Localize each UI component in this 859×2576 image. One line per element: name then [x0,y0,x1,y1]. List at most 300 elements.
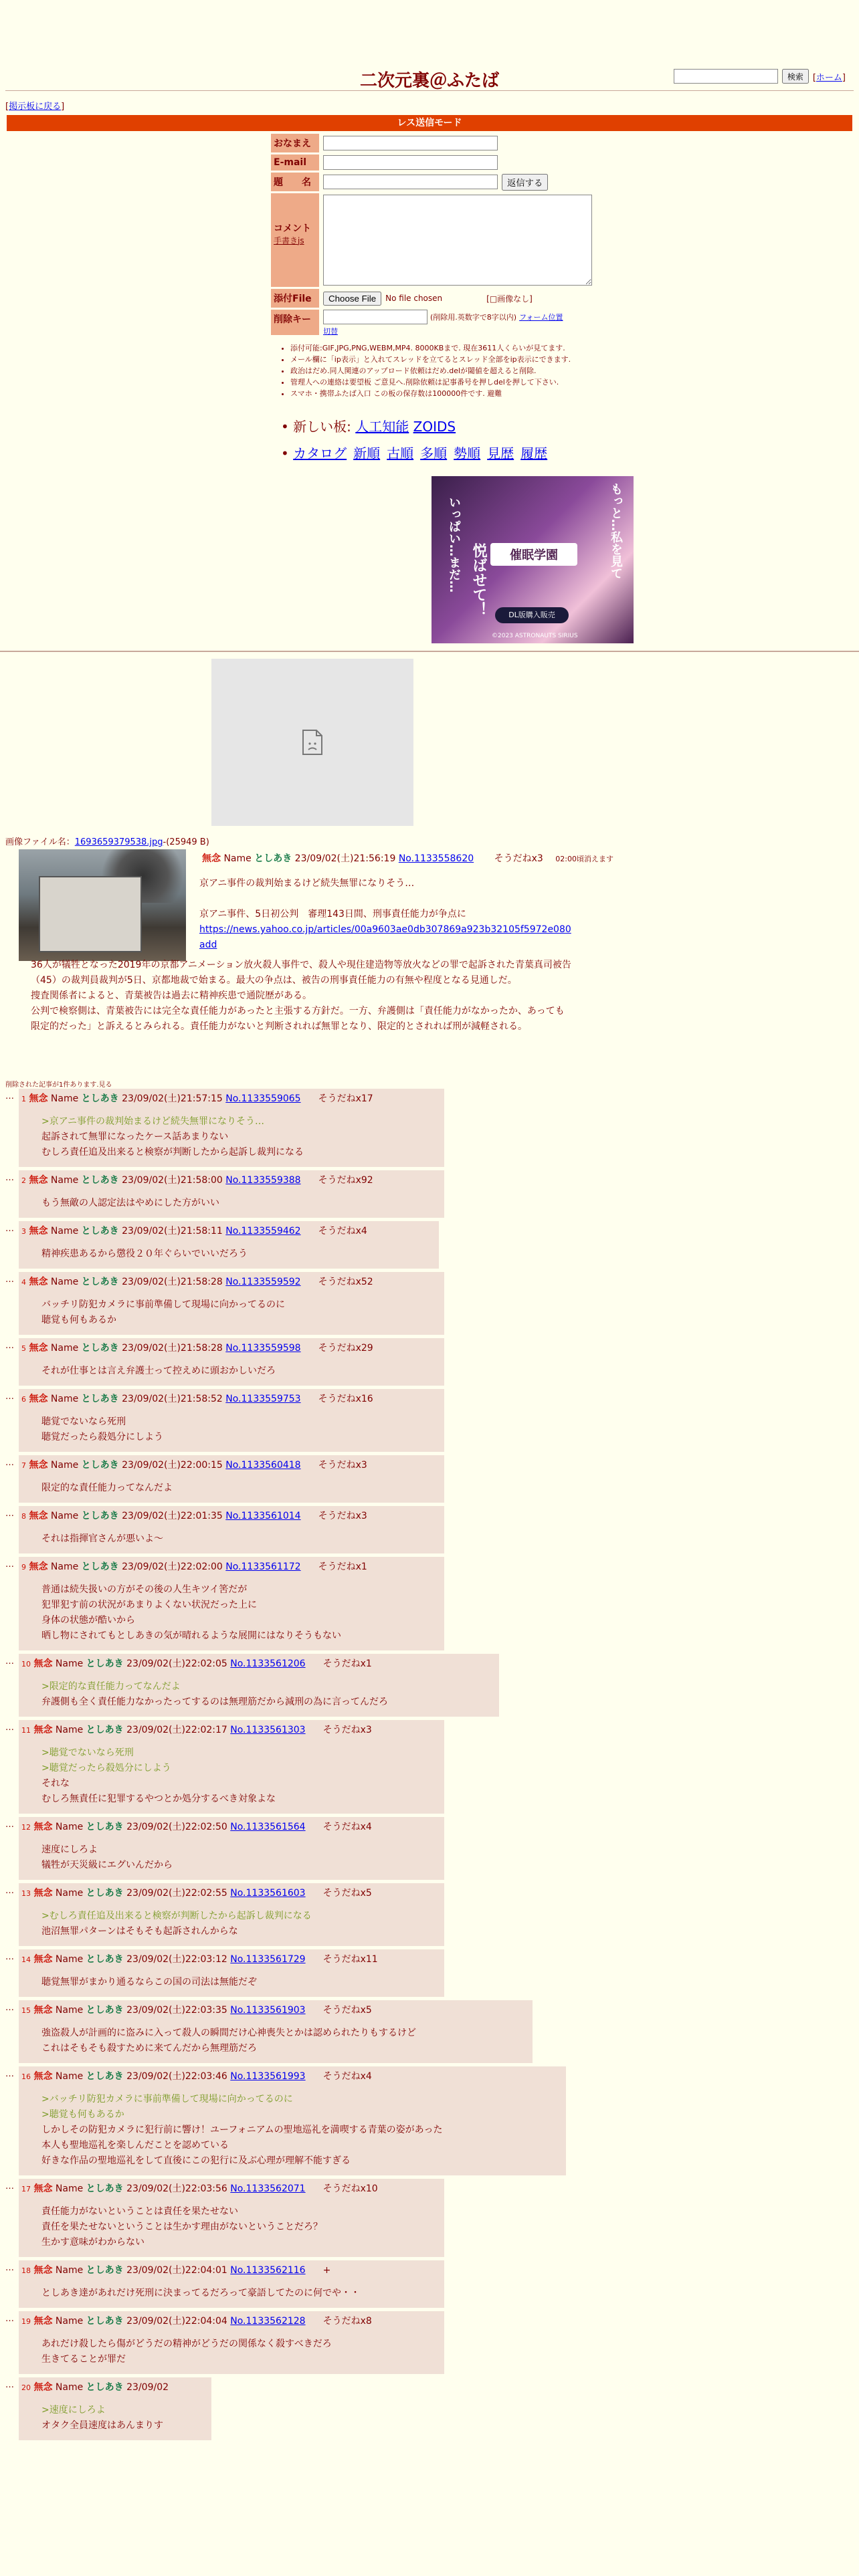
sodane-button[interactable]: そうだねx5 [322,1888,372,1899]
file-size: -(25949 B) [163,837,209,847]
reply-subject: 無念 [33,1822,53,1832]
reply-dots: … [5,1509,14,1519]
divider [5,90,854,91]
choose-file-button[interactable]: Choose File [323,292,381,306]
reply-row [5,1089,566,1167]
reply-box [19,2066,566,2175]
reply-dots: … [5,2263,14,2273]
quote-line: >聴覚だったら殺処分にしよう [41,1763,171,1774]
reply-box [19,1089,444,1167]
search-button[interactable]: 検索 [782,69,809,84]
reply-subject: 無念 [29,1226,48,1237]
reply-index: 11 [21,1726,31,1735]
home-link[interactable]: ホーム [816,72,842,83]
reply-subject: 無念 [29,1277,48,1287]
reply-name-label: Name [50,1226,79,1237]
reply-subject: 無念 [29,1093,48,1104]
reply-index: 17 [21,2185,31,2193]
reply-number-link[interactable]: No.1133561172 [225,1562,301,1572]
reply-number-link[interactable]: No.1133559388 [225,1175,301,1186]
reply-number-link[interactable]: No.1133561564 [230,1822,306,1832]
reply-line: 起訴されて無罪になったケース話あまりない [41,1132,229,1142]
reply-name: としあき [86,2265,124,2276]
name-label: おなまえ [271,134,319,152]
reply-date: 23/09/02 [126,2382,169,2393]
reply-box [19,1272,444,1335]
reply-name: としあき [81,1277,119,1287]
reply-index: 13 [21,1889,31,1898]
sodane-button[interactable]: そうだねx16 [318,1394,373,1404]
no-image-checkbox[interactable]: [□画像なし] [486,294,533,304]
reply-name-label: Name [50,1460,79,1471]
reply-body [21,1481,435,1496]
reply-number-link[interactable]: No.1133561303 [230,1725,306,1735]
reply-body [21,1114,435,1160]
reply-index: 7 [21,1461,26,1470]
reply-name: としあき [81,1175,119,1186]
reply-line: それは指揮官さんが悪いよ〜 [41,1533,163,1544]
reply-index: 4 [21,1278,26,1287]
ad-button[interactable]: DL版購入販売 [495,607,569,623]
reply-name-label: Name [55,2183,84,2194]
image-placeholder[interactable] [211,659,413,826]
home-link-wrap: [ホーム] [812,72,846,83]
reply-header [21,1820,435,1833]
reply-box [19,1170,444,1218]
reply-number-link[interactable]: No.1133559592 [225,1277,301,1287]
back-link[interactable]: 掲示板に戻る [9,102,62,112]
reply-row [5,1557,566,1650]
sodane-button[interactable]: そうだねx17 [318,1093,373,1104]
reply-number-link[interactable]: No.1133559598 [225,1343,301,1354]
reply-line: オタク全員速度はあんまりす [41,2420,163,2431]
reply-body [21,1679,490,1710]
quote-line: >聴覚も何もあるか [41,2109,124,2120]
reply-dots: … [5,2314,14,2324]
reply-box [19,1506,444,1553]
reply-index: 5 [21,1344,26,1353]
form-position-link[interactable]: フォーム位置 [519,313,563,322]
reply-line: 本人も聖地巡礼を楽しんだことを認めている [41,2140,229,2151]
reply-name-label: Name [50,1394,79,1404]
reply-name-label: Name [50,1277,79,1287]
reply-dots: … [5,1952,14,1962]
reply-date: 23/09/02(土)22:02:05 [126,1658,227,1669]
board-link[interactable]: 人工知能 [355,419,409,435]
op-line: 京アニ事件、5日初公判 審理143日間、刑事責任能力が争点に [199,909,466,920]
sodane-button[interactable]: そうだねx1 [322,1658,372,1669]
handwrite-text: 手書き [274,236,298,245]
handwrite-link[interactable] [274,236,304,245]
reply-box [19,1817,444,1880]
reply-name-label: Name [55,2316,84,2327]
reply-name-label: Name [55,2382,84,2393]
reply-name-label: Name [50,1511,79,1521]
file-link[interactable]: 1693659379538.jpg [74,837,163,847]
sodane-button[interactable]: そうだねx29 [318,1343,373,1354]
new-board-line: • 新しい板: 人工知能 ZOIDS [281,419,456,435]
name-field[interactable] [323,136,498,150]
delkey-label: 削除キー [271,310,319,335]
quote-line: >聴覚でないなら死刑 [41,1747,134,1758]
reply-date: 23/09/02(土)22:03:46 [126,2071,227,2082]
op-news-link[interactable]: https://news.yahoo.co.jp/articles/00a9603ae0db307869a923b32105f5972e080add [199,924,571,950]
reply-name: としあき [86,2005,124,2016]
reply-row [5,1949,566,1997]
op-name: としあき [254,853,292,864]
sodane-button[interactable]: そうだねx4 [322,2071,372,2082]
reply-body [21,2403,202,2434]
op-body-top [199,876,574,953]
reply-line: むしろ無責任に犯罪するやつとか処分するべき対象よな [41,1794,276,1804]
op-line: 京アニ事件の裁判始まるけど続失無罪になりそう… [199,878,415,889]
reply-dots: … [5,1392,14,1402]
reply-dots: … [5,1560,14,1570]
reply-line: もう無敵の人認定法はやめにした方がいい [41,1198,219,1208]
reply-row [5,2000,566,2063]
reply-name-label: Name [55,1658,84,1669]
sodane-button[interactable]: そうだねx4 [318,1226,367,1237]
reply-box [19,1221,439,1269]
reply-body [21,1745,435,1807]
reply-name: としあき [86,2382,124,2393]
reply-body [21,2204,435,2250]
ad-title: 催眠学園 [490,543,577,566]
op-paragraph: 公判で検察側は、青葉被告には完全な責任能力があったと主張する方針だ。一方、弁護側は「責任能力がなかったか、あっても限定的だった」と訴えるとみられる。責任能力がないと判断されれば無罪となり、限定的とされれば刑が減軽される。 [31,1006,565,1032]
reply-dots: … [5,1656,14,1667]
reply-index: 16 [21,2072,31,2081]
reply-dots: … [5,1458,14,1468]
nav-link-many[interactable]: 多順 [420,445,448,461]
reply-row [5,2179,566,2257]
reply-body [21,1531,435,1547]
op-date: 23/09/02(土)21:56:19 [294,853,396,864]
reply-name-label: Name [55,2265,84,2276]
op-number-link[interactable]: No.1133558620 [398,853,474,864]
reply-line: 晒し物にされてもとしあきの気が晴れるような展開にはなりそうもない [41,1630,341,1641]
reply-name: としあき [86,1822,124,1832]
op-paragraph: 捜査関係者によると、青葉被告は過去に精神疾患で通院歴がある。 [31,990,312,1001]
reply-name-label: Name [55,2005,84,2016]
reply-number-link[interactable]: No.1133562128 [230,2316,306,2327]
nav-link-viewed[interactable]: 見歴 [487,445,514,461]
catalog-nav: • カタログ 新順 古順 多順 勢順 見歴 履歴 [281,445,548,461]
reply-line: 限定的な責任能力ってなんだよ [41,1483,173,1493]
sodane-button[interactable]: そうだねx3 [318,1511,367,1521]
reply-date: 23/09/02(土)21:58:52 [122,1394,223,1404]
reply-row [5,2311,566,2374]
reply-subject: 無念 [33,1725,53,1735]
reply-header [21,1173,435,1186]
reply-number-link[interactable]: No.1133562116 [230,2265,306,2276]
delkey-field[interactable] [323,310,427,324]
reply-body [21,1909,435,1939]
submit-button[interactable]: 返信する [502,174,548,191]
reply-dots: … [5,1723,14,1733]
reply-box [19,1949,444,1997]
reply-box [19,1654,499,1717]
reply-box [19,1720,444,1814]
sodane-button[interactable]: そうだねx4 [322,1822,372,1832]
reply-name: としあき [86,1658,124,1669]
reply-dots: … [5,1341,14,1351]
file-prefix: 画像ファイル名： [5,837,75,847]
reply-date: 23/09/02(土)22:02:17 [126,1725,227,1735]
file-info [5,835,209,847]
reply-body [21,1975,435,1990]
reply-line: 生きてることが罪だ [41,2354,126,2365]
reply-dots: … [5,2069,14,2079]
switch-link[interactable]: 切替 [323,327,338,336]
reply-index: 6 [21,1395,26,1404]
note: • 政治はだめ.同人関連のアップロード依頼はだめ.delが閾値を超えると削除. [290,365,611,377]
reply-name-label: Name [55,1725,84,1735]
reply-body [21,2286,435,2301]
reply-line: 聴覚でないなら死刑 [41,1416,126,1427]
reply-line: 精神疾患あるから懲役２０年ぐらいでいいだろう [41,1249,248,1259]
reply-dots: … [5,1886,14,1896]
reply-date: 23/09/02(土)22:03:56 [126,2183,227,2194]
email-label: E-mail [271,154,319,171]
reply-number-link[interactable]: No.1133561603 [230,1888,306,1899]
reply-subject: 無念 [29,1394,48,1404]
op-body-text [31,958,573,1035]
reply-number-link[interactable]: No.1133561903 [230,2005,306,2016]
reply-name: としあき [86,2183,124,2194]
reply-name: としあき [81,1511,119,1521]
reply-index: 1 [21,1095,26,1103]
reply-date: 23/09/02(土)22:03:12 [126,1954,227,1965]
reply-row [5,2066,566,2175]
reply-subject: 無念 [29,1562,48,1572]
reply-number-link[interactable]: No.1133562071 [230,2183,306,2194]
reply-line: 責任能力がないということは責任を果たせない [41,2206,238,2217]
reply-name: としあき [81,1226,119,1237]
notes-list [281,342,611,399]
email-field[interactable] [323,155,498,170]
reply-dots: … [5,1224,14,1234]
reply-dots: … [5,2380,14,2390]
note: • 添付可能:GIF,JPG,PNG,WEBM,MP4. 8000KBまで. 現在3611人くらいが見てます. [290,342,611,354]
reply-name: としあき [86,2071,124,2082]
reply-number-link[interactable]: No.1133559065 [225,1093,301,1104]
reply-row [5,1817,566,1880]
reply-date: 23/09/02(土)21:58:28 [122,1277,223,1287]
reply-index: 8 [21,1512,26,1521]
reply-subject: 無念 [33,2316,53,2327]
reply-box [19,1338,444,1386]
reply-subject: 無念 [33,2071,53,2082]
reply-header [21,1392,435,1405]
reply-number-link[interactable]: No.1133561206 [230,1658,306,1669]
reply-box [19,2179,444,2257]
reply-box [19,1883,444,1946]
reply-subject: 無念 [29,1343,48,1354]
new-board-prefix: 新しい板: [293,419,351,435]
reply-box [19,2311,444,2374]
reply-name-label: Name [50,1562,79,1572]
reply-header [21,1952,435,1965]
subject-field[interactable] [323,175,498,189]
reply-line: バッチリ防犯カメラに事前準備して現場に向かってるのに [41,1299,285,1310]
replies-list [5,1089,566,2444]
reply-line: 聴覚も何もあるか [41,1315,116,1325]
reply-row [5,2377,566,2440]
reply-line: 強盗殺人が計画的に盗みに入って殺人の瞬間だけ心神喪失とかは認められたりもするけど [41,2028,416,2038]
reply-dots: … [5,1091,14,1101]
sodane-button[interactable]: そうだねx11 [322,1954,378,1965]
reply-body [21,1364,435,1379]
reply-row [5,1654,566,1717]
divider [0,651,859,652]
sodane-button[interactable]: そうだねx3 [322,1725,372,1735]
reply-name: としあき [86,1888,124,1899]
reply-name: としあき [81,1343,119,1354]
sodane-button[interactable]: そうだねx52 [318,1277,373,1287]
reply-box [19,2260,444,2308]
reply-header [21,1723,435,1736]
reply-date: 23/09/02(土)22:00:15 [122,1460,223,1471]
reply-dots: … [5,2181,14,2191]
reply-date: 23/09/02(土)21:58:28 [122,1343,223,1354]
board-link[interactable]: ZOIDS [413,419,456,435]
note: • 管理人への連絡は要望板 ご意見へ.削除依頼は記事番号を押しdelを押して下さい. [290,377,611,388]
reply-body [21,1414,435,1445]
reply-date: 23/09/02(土)22:01:35 [122,1511,223,1521]
reply-header [21,2380,202,2393]
reply-index: 18 [21,2266,31,2275]
reply-header [21,1341,435,1354]
reply-subject: 無念 [33,2005,53,2016]
reply-date: 23/09/02(土)22:02:50 [126,1822,227,1832]
reply-line: 速度にしろよ [41,1844,98,1855]
reply-box [19,1557,444,1650]
reply-number-link[interactable]: No.1133561014 [225,1511,301,1521]
nav-link-history[interactable]: 履歴 [520,445,548,461]
reply-header [21,1091,435,1105]
reply-date: 23/09/02(土)22:04:01 [126,2265,227,2276]
op-sodane[interactable]: そうだねx3 [494,853,543,864]
nav-link-catalog[interactable]: カタログ [293,445,347,461]
reply-header [21,1886,435,1899]
reply-header [21,2181,435,2195]
reply-name-label: Name [50,1175,79,1186]
reply-row [5,1338,566,1386]
reply-line: 池沼無罪パターンはそもそも起訴されんからな [41,1926,238,1937]
reply-line: 聴覚だったら殺処分にしよう [41,1432,163,1442]
reply-subject: 無念 [33,2382,53,2393]
reply-subject: 無念 [29,1175,48,1186]
quote-line: >速度にしろよ [41,2405,106,2416]
reply-number-link[interactable]: No.1133559753 [225,1394,301,1404]
reply-name-label: Name [55,1954,84,1965]
reply-name: としあき [81,1093,119,1104]
reply-name-label: Name [50,1093,79,1104]
reply-subject: 無念 [33,2183,53,2194]
comment-field[interactable] [323,195,592,286]
reply-row [5,1506,566,1553]
sodane-button[interactable]: そうだねx5 [322,2005,372,2016]
reply-box [19,1455,444,1503]
reply-date: 23/09/02(土)22:04:04 [126,2316,227,2327]
sodane-button[interactable]: そうだねx92 [318,1175,373,1186]
reply-row [5,1455,566,1503]
sodane-button[interactable]: そうだねx3 [318,1460,367,1471]
reply-line: 責任を果たせないということは生かす理由がないということだろ？ [41,2222,322,2232]
nav-link-momentum[interactable]: 勢順 [454,445,481,461]
reply-index: 3 [21,1227,26,1236]
reply-number-link[interactable]: No.1133561729 [230,1954,306,1965]
reply-line: むしろ責任追及出来ると検察が判断したから起訴し裁判になる [41,1147,304,1158]
comment-label-cell [271,193,319,287]
reply-subject: 無念 [29,1511,48,1521]
sodane-button[interactable]: + [322,2265,331,2276]
sodane-button[interactable]: そうだねx10 [322,2183,378,2194]
reply-name-label: Name [55,1822,84,1832]
reply-subject: 無念 [33,2265,53,2276]
reply-name: としあき [86,1954,124,1965]
reply-header [21,2003,523,2016]
reply-number-link[interactable]: No.1133561993 [230,2071,306,2082]
reply-line: 生かす意味がわからない [41,2237,145,2248]
reply-number-link[interactable]: No.1133559462 [225,1226,301,1237]
reply-date: 23/09/02(土)22:03:35 [126,2005,227,2016]
op-header [202,851,613,865]
reply-body [21,1582,435,1644]
omitted-notice: 削除された記事が1件あります.見る [5,1081,112,1089]
nav-link-old[interactable]: 古順 [387,445,414,461]
reply-name-label: Name [55,1888,84,1899]
quote-line: >限定的な責任能力ってなんだよ [41,1681,181,1692]
broken-image-icon [301,729,324,756]
reply-box [19,2377,211,2440]
reply-line: 犯罪犯す前の状況があまりよくない状況だった上に [41,1600,257,1610]
sodane-button[interactable]: そうだねx1 [318,1562,367,1572]
reply-date: 23/09/02(土)22:02:55 [126,1888,227,1899]
reply-dots: … [5,2003,14,2013]
reply-subject: 無念 [33,1954,53,1965]
reply-index: 19 [21,2317,31,2326]
reply-row [5,1170,566,1218]
subject-label: 題 名 [271,173,319,191]
reply-dots: … [5,1275,14,1285]
reply-line: あれだけ殺したら傷がどうだの精神がどうだの関係なく殺すべきだろ [41,2339,332,2349]
reply-body [21,1247,430,1262]
reply-date: 23/09/02(土)21:57:15 [122,1093,223,1104]
reply-box [19,2000,533,2063]
sodane-button[interactable]: そうだねx8 [322,2316,372,2327]
reply-name-label: Name [50,1343,79,1354]
reply-number-link[interactable]: No.1133560418 [225,1460,301,1471]
reply-body [21,1842,435,1873]
reply-index: 10 [21,1660,31,1669]
file-label: 添付File [271,289,319,308]
reply-row [5,1720,566,1814]
op-thumbnail[interactable] [19,849,186,961]
reply-index: 12 [21,1823,31,1832]
back-link-wrap: [掲示板に戻る] [5,102,65,112]
ad-banner[interactable] [432,476,634,643]
reply-body [21,2026,523,2056]
nav-link-new[interactable]: 新順 [353,445,381,461]
reply-header [21,1458,435,1471]
reply-name: としあき [86,1725,124,1735]
delkey-note: (削除用.英数字で8字以内) [430,313,517,322]
reply-line: それが仕事とは言え弁護士って控えめに頭おかしいだろ [41,1366,276,1376]
reply-line: 犠牲が天災級にエグいんだから [41,1860,173,1870]
ad-vertical-left: いっぱい…まだ… [447,496,461,593]
op-line [199,891,574,907]
